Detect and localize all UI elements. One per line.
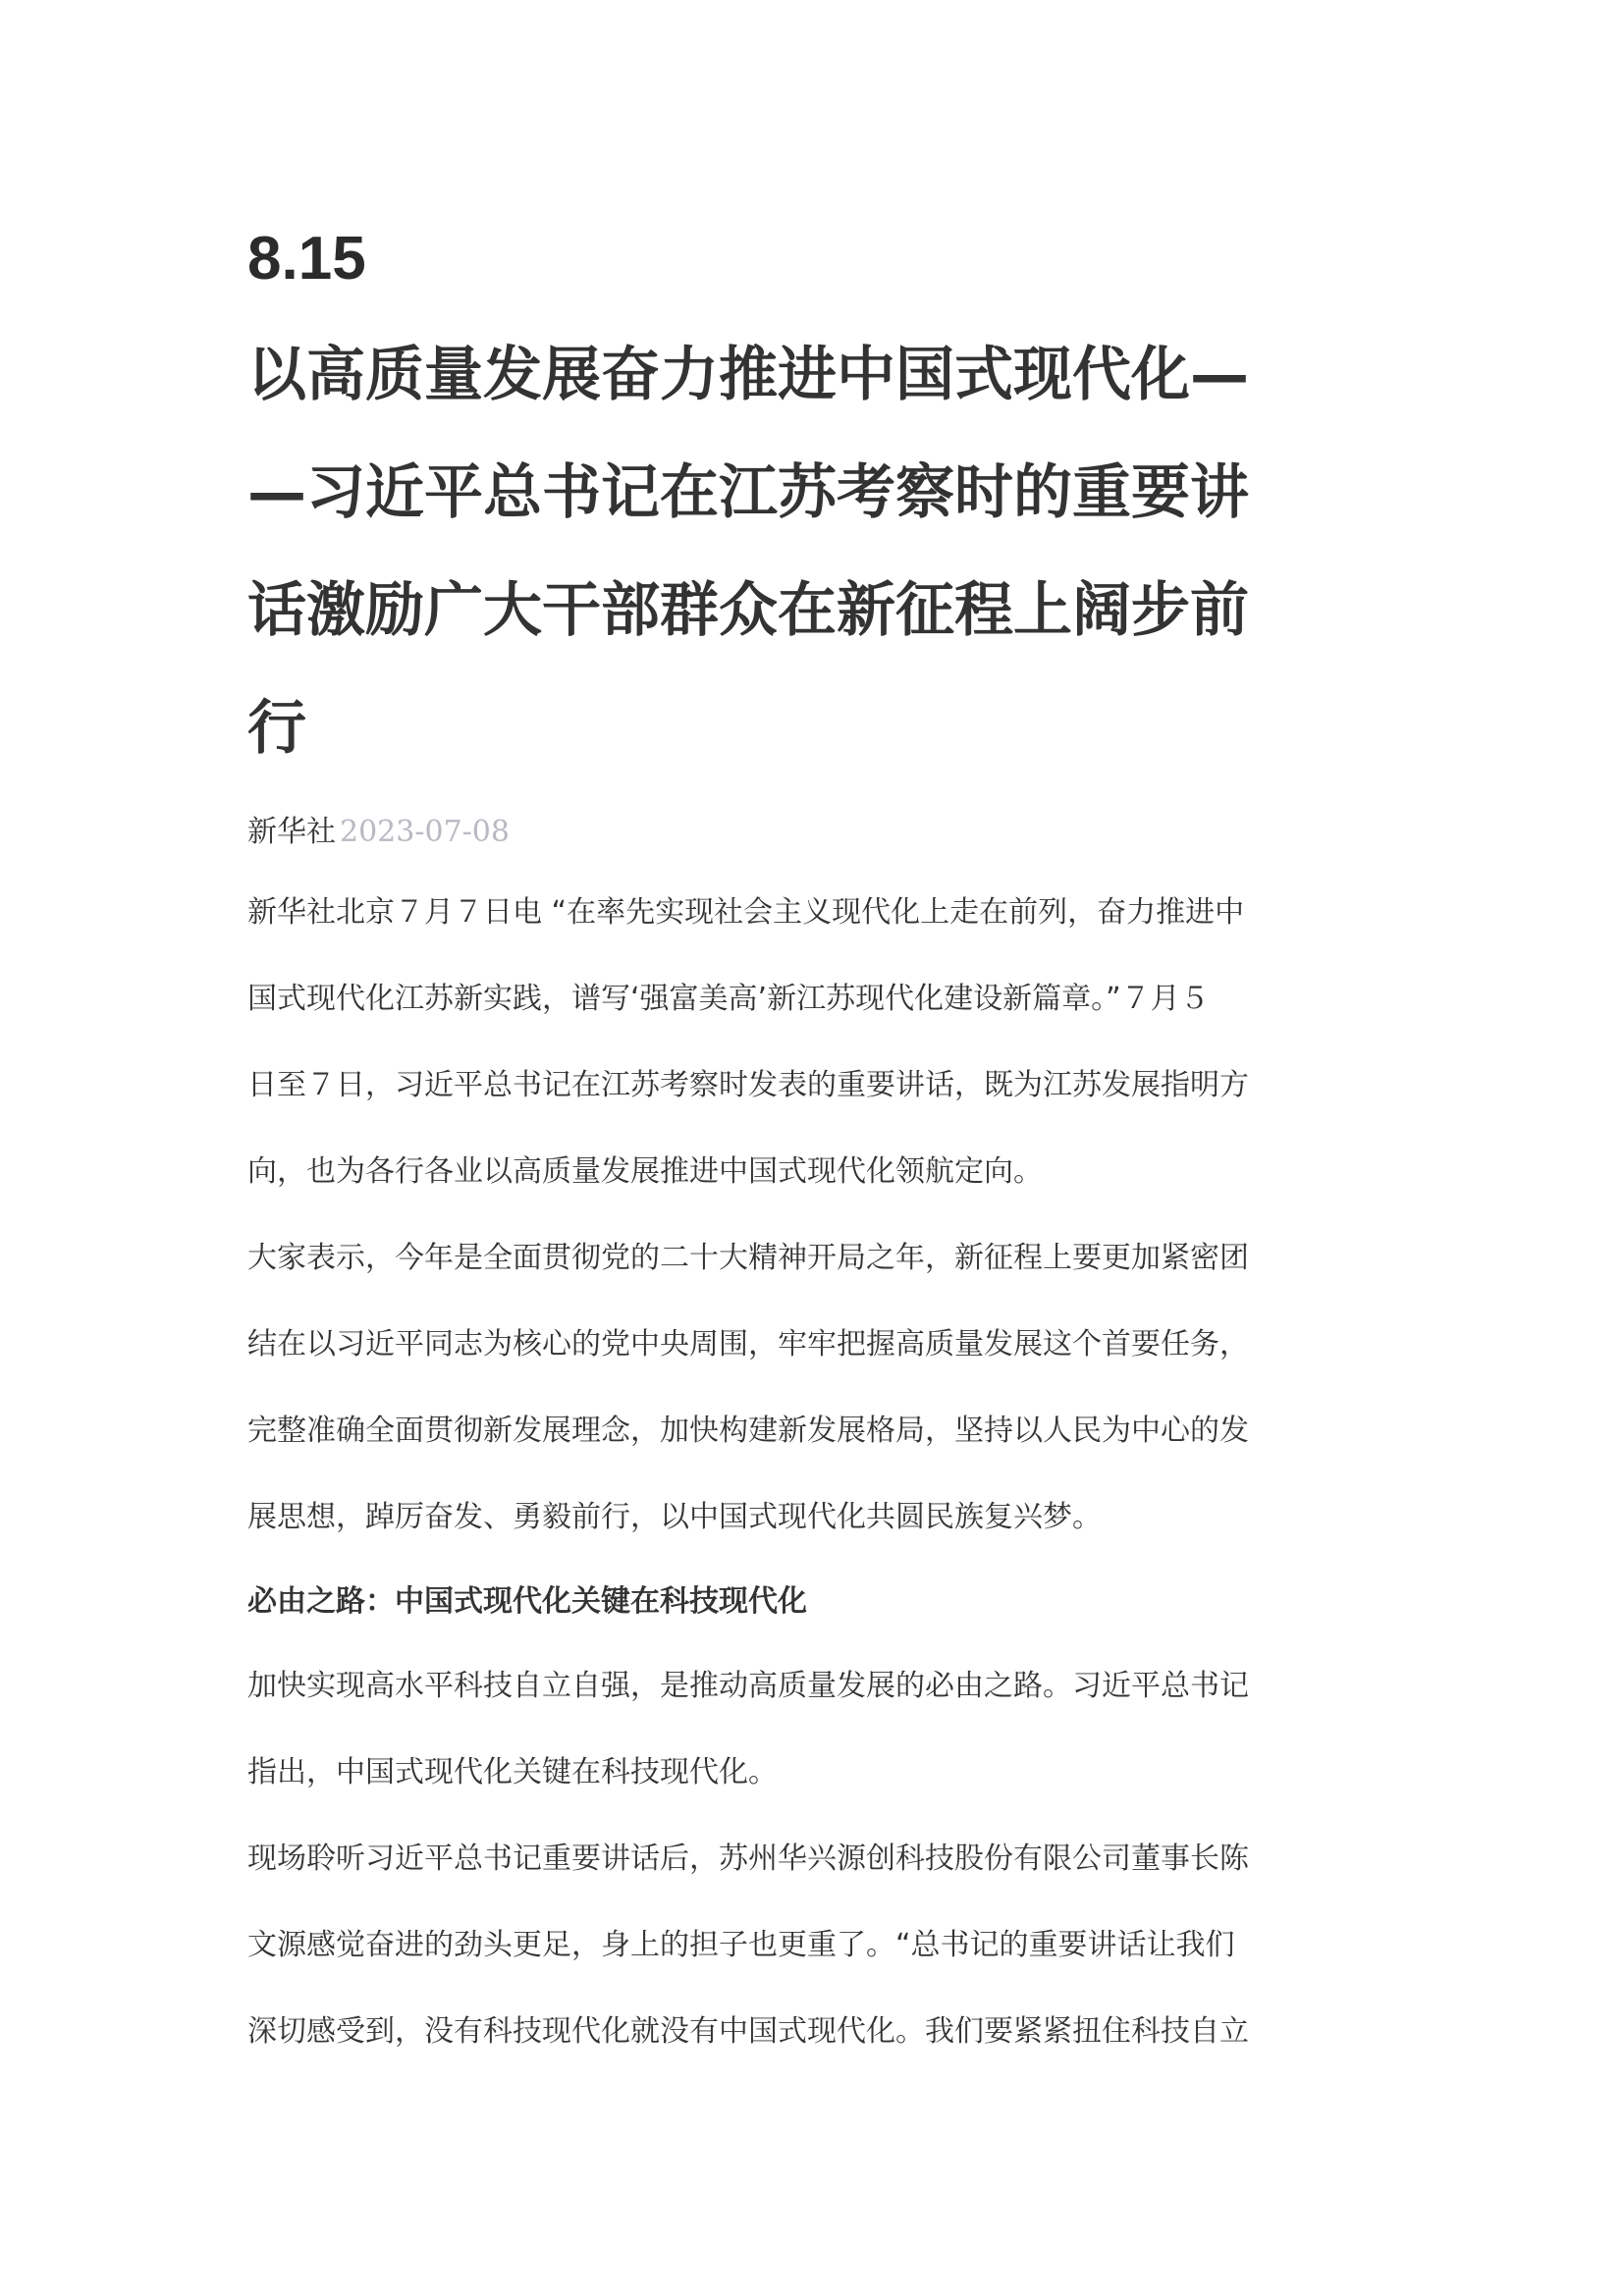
source-label: 新华社 xyxy=(247,815,336,849)
text-line: 大家表示，今年是全面贯彻党的二十大精神开局之年，新征程上要更加紧密团 xyxy=(247,1241,1249,1275)
text-line: 深切感受到，没有科技现代化就没有中国式现代化。我们要紧紧扭住科技自立 xyxy=(247,2014,1249,2049)
text-line: 新华社北京７月７日电 “在率先实现社会主义现代化上走在前列，奋力推进中 xyxy=(247,895,1245,930)
article-body xyxy=(247,870,1396,2075)
article-title xyxy=(247,316,1386,787)
publish-date: 2023-07-08 xyxy=(340,815,510,849)
title-line: 话激励广大干部群众在新征程上阔步前 xyxy=(247,576,1249,645)
text-line: 指出，中国式现代化关键在科技现代化。 xyxy=(247,1755,778,1789)
text-line: 文源感觉奋进的劲头更足，身上的担子也更重了。“总书记的重要讲话让我们 xyxy=(247,1928,1235,1962)
text-line: 展思想，踔厉奋发、勇毅前行，以中国式现代化共圆民族复兴梦。 xyxy=(247,1500,1102,1534)
text-line: 向，也为各行各业以高质量发展推进中国式现代化领航定向。 xyxy=(247,1154,1043,1189)
text-line: 结在以习近平同志为核心的党中央周围，牢牢把握高质量发展这个首要任务， xyxy=(247,1327,1249,1362)
title-line: 行 xyxy=(247,694,306,763)
paragraph xyxy=(247,870,1396,1215)
title-line: 以高质量发展奋力推进中国式现代化— xyxy=(247,341,1249,409)
date-heading: 8.15 xyxy=(247,225,366,293)
text-line: 加快实现高水平科技自立自强，是推动高质量发展的必由之路。习近平总书记 xyxy=(247,1669,1249,1703)
text-line: 完整准确全面贯彻新发展理念，加快构建新发展格局，坚持以人民为中心的发 xyxy=(247,1414,1249,1448)
article-meta xyxy=(247,811,510,854)
paragraph xyxy=(247,1215,1396,1561)
section-subheading: 必由之路：中国式现代化关键在科技现代化 xyxy=(247,1584,807,1619)
text-line: 现场聆听习近平总书记重要讲话后，苏州华兴源创科技股份有限公司董事长陈 xyxy=(247,1842,1249,1876)
text-line: 国式现代化江苏新实践，谱写‘强富美高’新江苏现代化建设新篇章。”７月５ xyxy=(247,982,1210,1016)
paragraph xyxy=(247,1643,1396,1816)
paragraph xyxy=(247,1816,1396,2075)
title-line: —习近平总书记在江苏考察时的重要讲 xyxy=(247,458,1249,527)
text-line: 日至７日，习近平总书记在江苏考察时发表的重要讲话，既为江苏发展指明方 xyxy=(247,1068,1249,1102)
